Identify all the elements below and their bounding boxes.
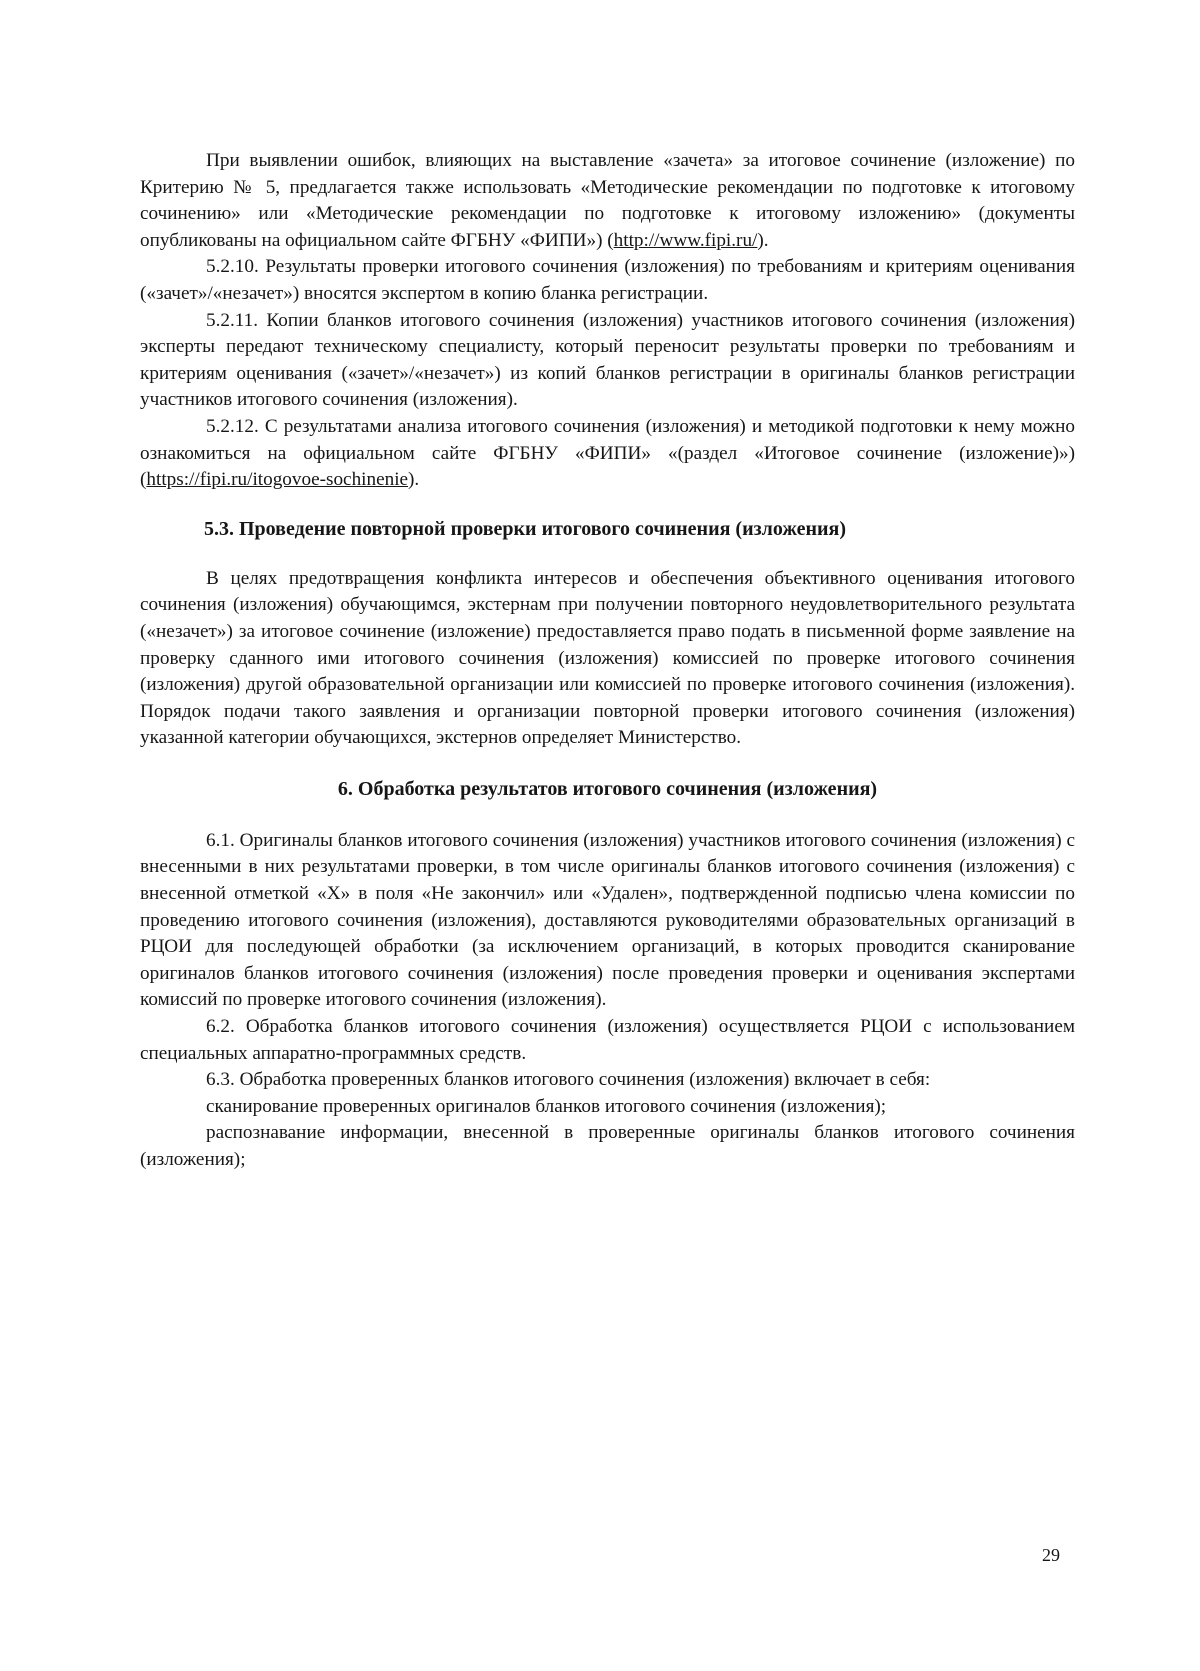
paragraph-5-2-11: 5.2.11. Копии бланков итогового сочинения (изложения) участников итогового сочинения (изложения) эксперты передают техническому специалисту, который переносит результаты проверки по требованиям и критериям оценивания («зачет»/«незачет») из копий бланков регистрации в оригиналы бланков регистрации участников итогового сочинения (изложения). bbox=[140, 309, 1075, 411]
paragraph-methodical-recommendations bbox=[140, 148, 1075, 254]
paragraph-5-2-12 bbox=[140, 414, 1075, 494]
paragraph-repeat-check: В целях предотвращения конфликта интересов и обеспечения объективного оценивания итогового сочинения (изложения) обучающимся, экстернам при получении повторного неудовлетворительного результата («незачет») за итоговое сочинение (изложение) предоставляется право подать в письменной форме заявление на проверку сданного ими итогового сочинения (изложения) комиссией по проверке итогового сочинения (изложения) другой образовательной организации или комиссией по проверке итогового сочинения (изложения). Порядок подачи такого заявления и организации повторной проверки итогового сочинения (изложения) указанной категории обучающихся, экстернов определяет Министерство. bbox=[140, 567, 1075, 749]
fipi-sochinenie-link[interactable]: https://fipi.ru/itogovoe-sochinenie bbox=[146, 469, 409, 491]
list-item-scanning: сканирование проверенных оригиналов бланков итогового сочинения (изложения); bbox=[206, 1095, 887, 1117]
paragraph-6-2: 6.2. Обработка бланков итогового сочинения (изложения) осуществляется РЦОИ с использованием специальных аппаратно-программных средств. bbox=[140, 1016, 1075, 1064]
paragraph-text-end: ). bbox=[757, 229, 769, 251]
section-heading-5-3: 5.3. Проведение повторной проверки итогового сочинения (изложения) bbox=[204, 517, 847, 540]
paragraph-6-1: 6.1. Оригиналы бланков итогового сочинения (изложения) участников итогового сочинения (изложения) с внесенными в них результатами проверки, в том числе оригиналы бланков итогового сочинения (изложения) с внесенной отметкой «X» в поля «Не закончил» или «Удален», подтвержденной подписью члена комиссии по проведению итогового сочинения (изложения), доставляются руководителями образовательных организаций в РЦОИ для последующей обработки (за исключением организаций, в которых проводится сканирование оригиналов бланков итогового сочинения (изложения) после проведения проверки и оценивания экспертами комиссий по проверке итогового сочинения (изложения). bbox=[140, 829, 1075, 1011]
paragraph-text: 5.2.12. С результатами анализа итогового сочинения (изложения) и методикой подготовки к нему можно ознакомиться на официальном сайте ФГБНУ «ФИПИ» «(раздел «Итоговое сочинение (изложение)») ( bbox=[140, 415, 1075, 491]
paragraph-5-2-10: 5.2.10. Результаты проверки итогового сочинения (изложения) по требованиям и критериям оценивания («зачет»/«незачет») вносятся экспертом в копию бланка регистрации. bbox=[140, 256, 1075, 304]
document-page bbox=[140, 148, 1075, 1174]
list-item-recognition: распознавание информации, внесенной в проверенные оригиналы бланков итогового сочинения (изложения); bbox=[140, 1122, 1075, 1170]
paragraph-6-3: 6.3. Обработка проверенных бланков итогового сочинения (изложения) включает в себя: bbox=[206, 1069, 931, 1091]
paragraph-text: При выявлении ошибок, влияющих на выставление «зачета» за итоговое сочинение (изложение) по Критерию № 5, предлагается также использовать «Методические рекомендации по подготовке к итоговому сочинению» или «Методические рекомендации по подготовке к итоговому изложению» (документы опубликованы на официальном сайте ФГБНУ «ФИПИ») ( bbox=[140, 150, 1075, 251]
fipi-link[interactable]: http://www.fipi.ru/ bbox=[613, 229, 758, 251]
page-number: 29 bbox=[1042, 1545, 1060, 1565]
paragraph-text-end: ). bbox=[408, 469, 420, 491]
section-heading-6: 6. Обработка результатов итогового сочинения (изложения) bbox=[337, 777, 878, 800]
